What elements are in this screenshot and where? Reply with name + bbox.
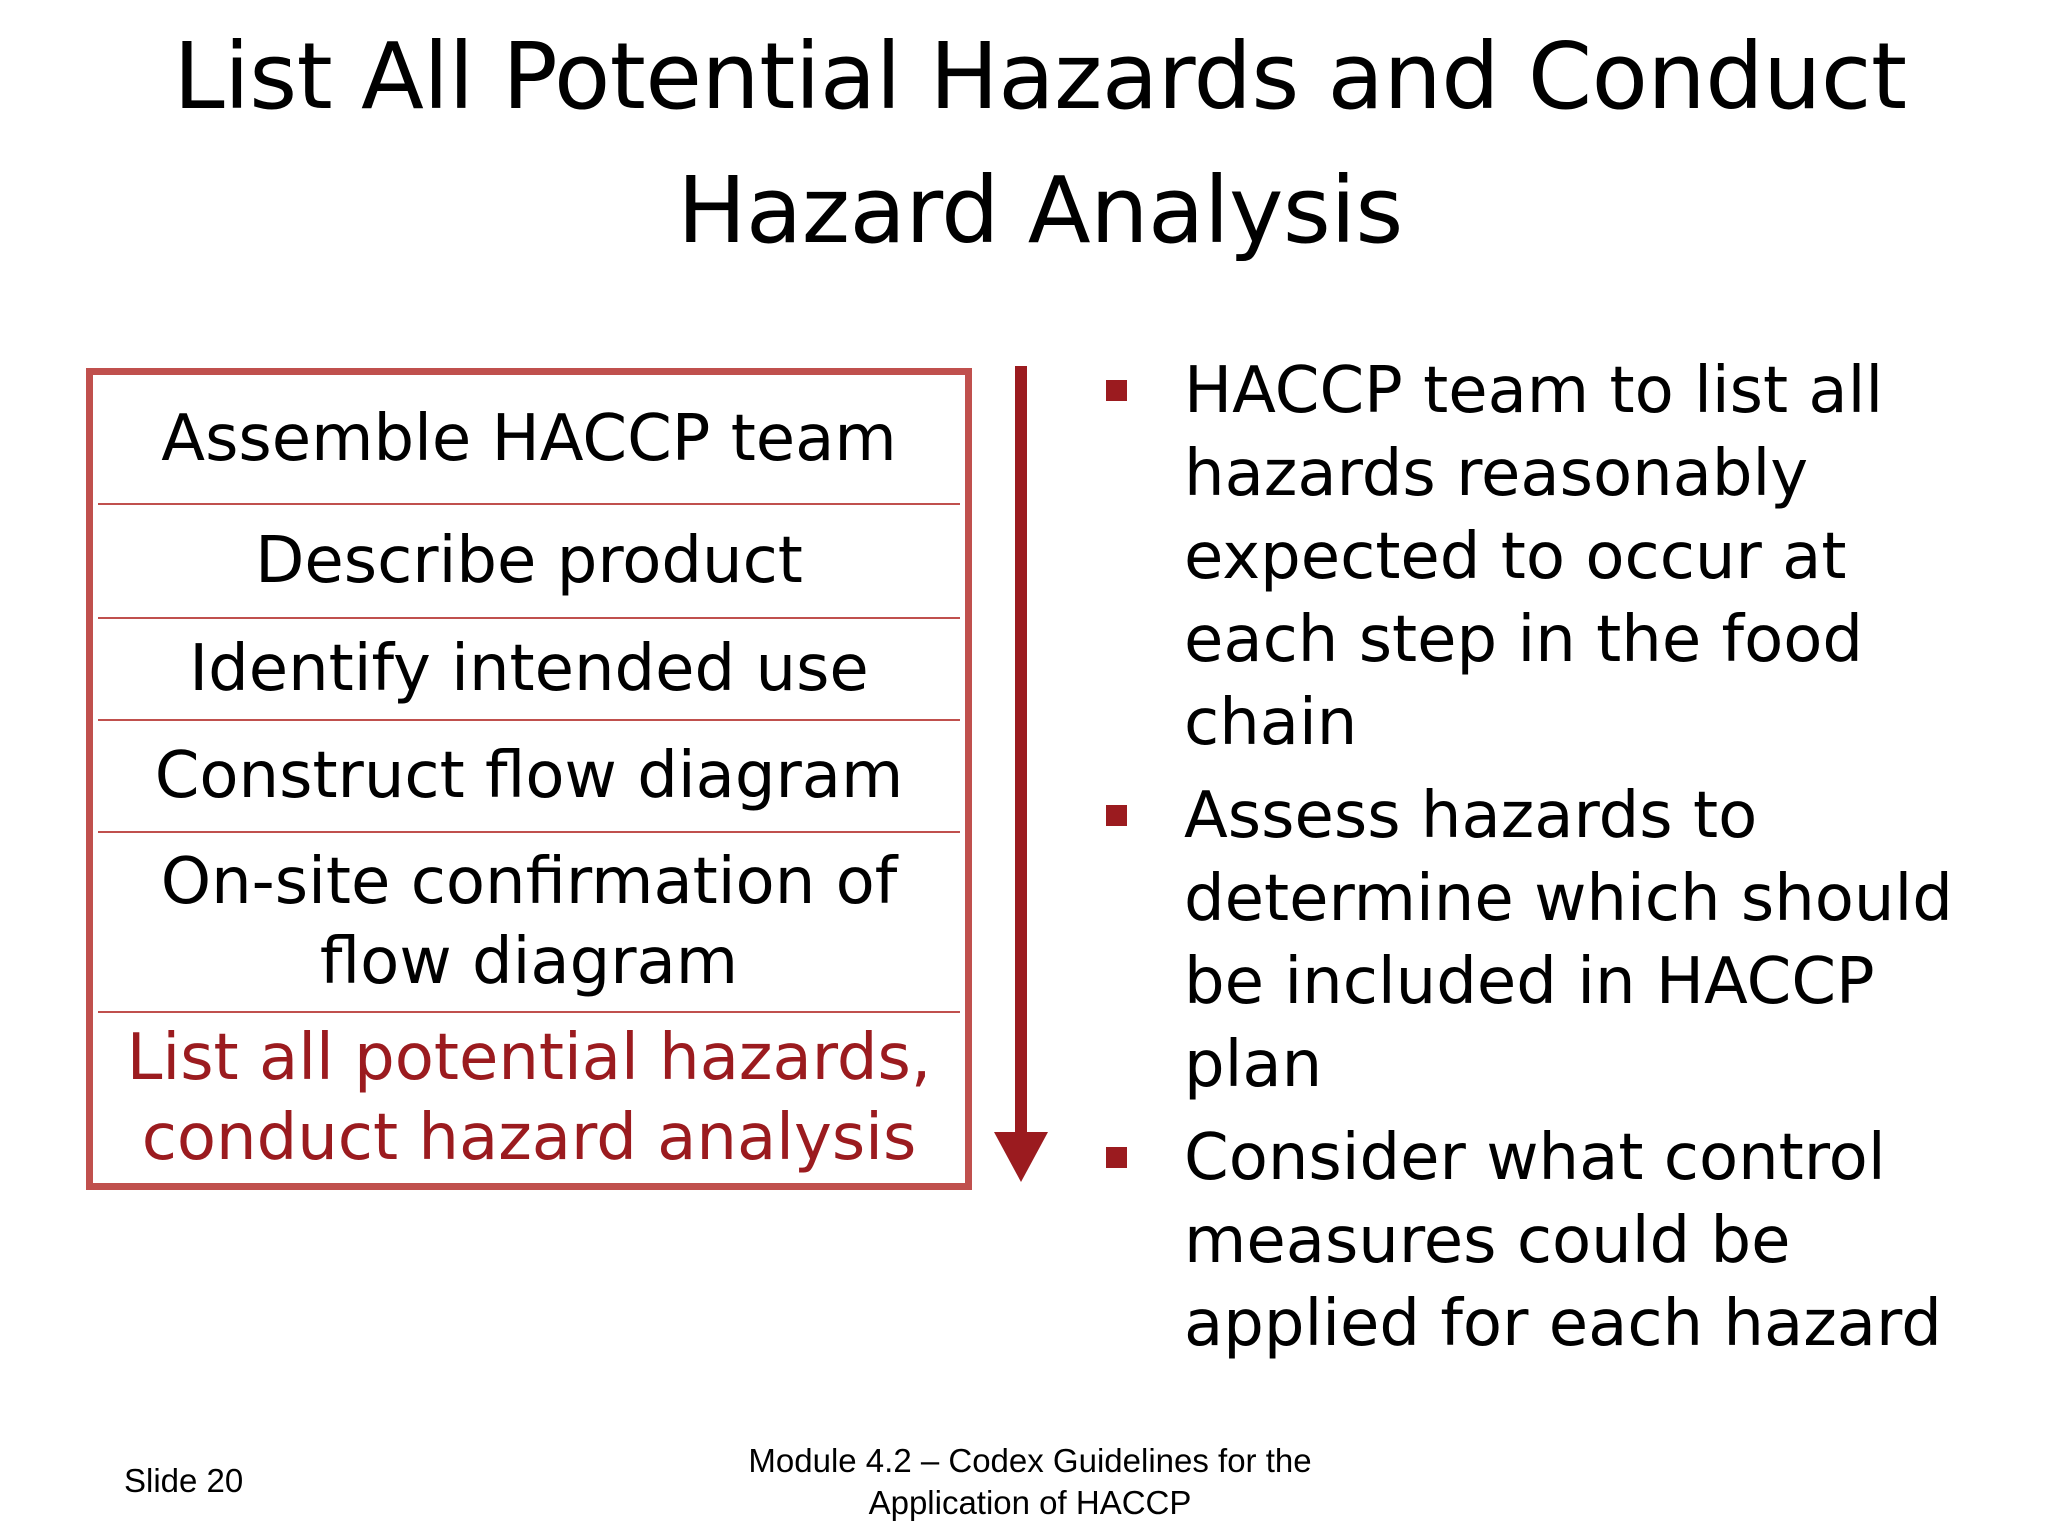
process-steps-box bbox=[86, 368, 972, 1190]
bullet-item bbox=[1100, 1117, 2000, 1366]
step-label-line1: On-site confirmation of bbox=[160, 845, 898, 919]
step-label: Identify intended use bbox=[189, 632, 869, 706]
bullet-item bbox=[1100, 350, 2000, 765]
step-assemble-team bbox=[98, 375, 960, 505]
bullet-item bbox=[1100, 775, 2000, 1107]
bullet-text: Assess hazards to determine which should be included in HACCP plan bbox=[1184, 779, 1953, 1102]
bullet-square-icon bbox=[1106, 1147, 1127, 1168]
step-label: Assemble HACCP team bbox=[161, 402, 897, 476]
step-label-line2: conduct hazard analysis bbox=[141, 1101, 917, 1175]
step-identify-use bbox=[98, 619, 960, 721]
bullet-list bbox=[1100, 350, 2000, 1376]
bullet-text: Consider what control measures could be applied for each hazard bbox=[1184, 1121, 1942, 1361]
step-label: Describe product bbox=[255, 524, 803, 598]
module-footer-line2: Application of HACCP bbox=[868, 1484, 1192, 1521]
down-arrow-icon bbox=[990, 366, 1052, 1182]
step-onsite-confirmation bbox=[98, 833, 960, 1013]
module-footer bbox=[700, 1440, 1360, 1524]
bullet-square-icon bbox=[1106, 380, 1127, 401]
step-label-line2: flow diagram bbox=[319, 925, 739, 999]
step-construct-flow-diagram bbox=[98, 721, 960, 833]
step-list-hazards-current bbox=[98, 1013, 960, 1183]
step-label: Construct flow diagram bbox=[154, 739, 904, 813]
module-footer-line1: Module 4.2 – Codex Guidelines for the bbox=[748, 1442, 1312, 1479]
bullet-text: HACCP team to list all hazards reasonably expected to occur at each step in the food chain bbox=[1184, 354, 1884, 760]
step-label-line1: List all potential hazards, bbox=[126, 1021, 932, 1095]
slide-title: List All Potential Hazards and Conduct Hazard Analysis bbox=[173, 23, 1907, 264]
step-describe-product bbox=[98, 505, 960, 619]
slide-number: Slide 20 bbox=[124, 1462, 244, 1499]
bullet-square-icon bbox=[1106, 805, 1127, 826]
